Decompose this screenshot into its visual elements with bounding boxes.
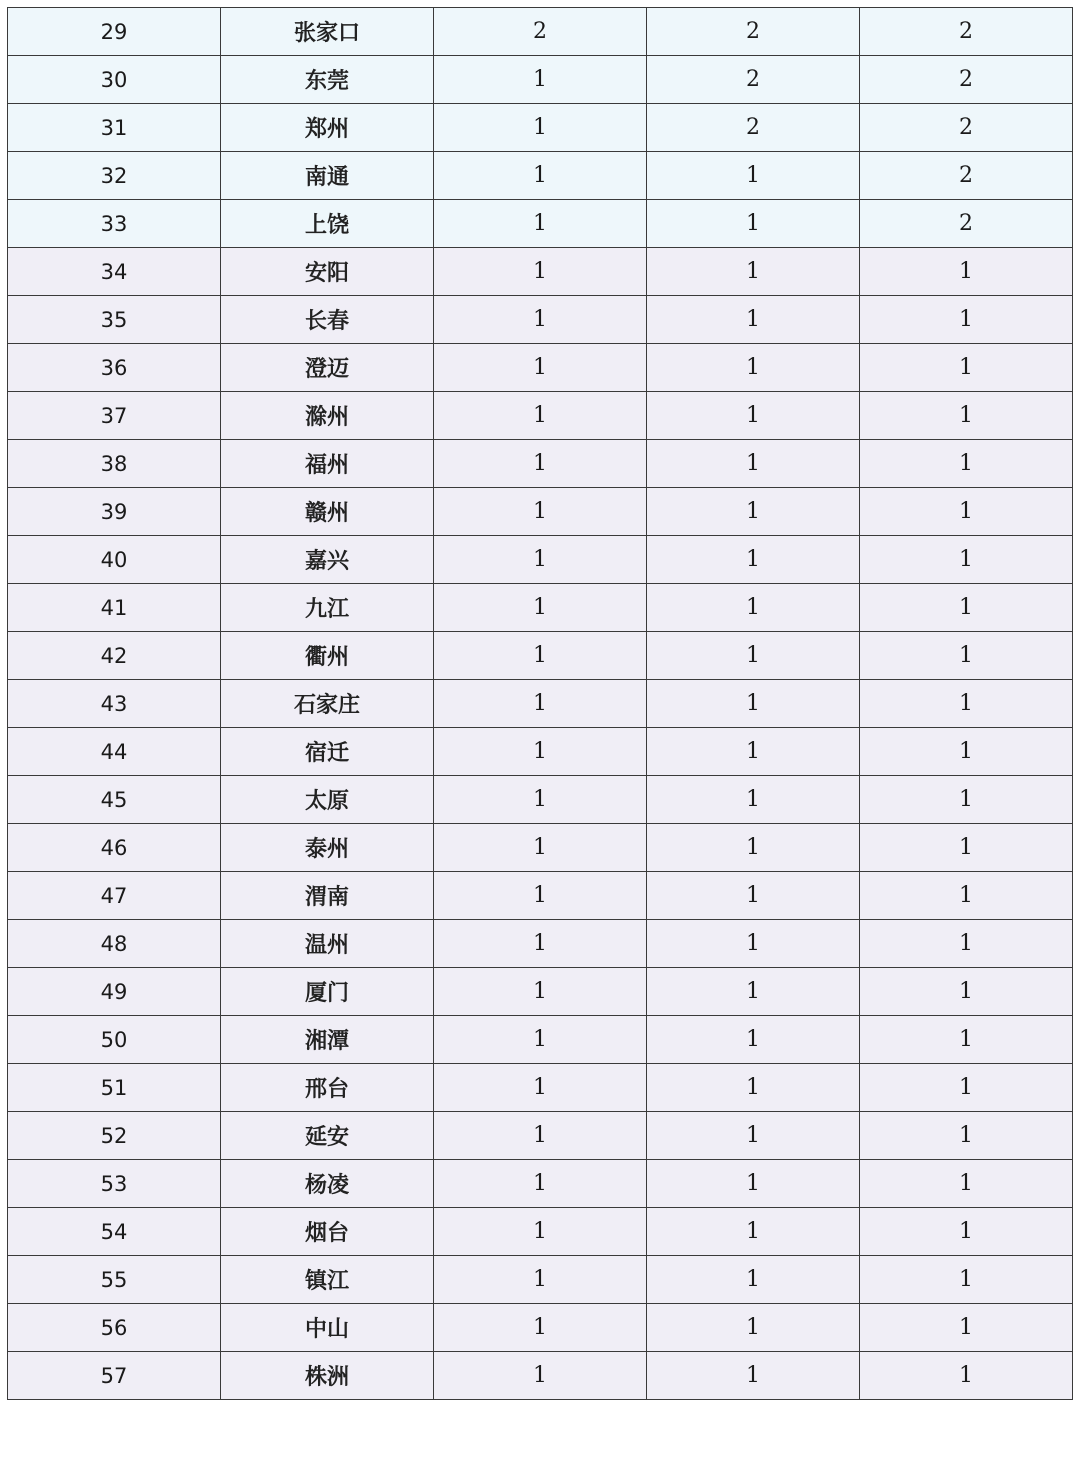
rank-cell: 29 <box>8 8 221 56</box>
rank-cell: 33 <box>8 200 221 248</box>
value-cell-2: 2 <box>647 104 860 152</box>
rank-cell: 38 <box>8 440 221 488</box>
city-cell: 渭南 <box>221 872 434 920</box>
rank-cell: 48 <box>8 920 221 968</box>
value-cell-1: 1 <box>434 680 647 728</box>
rank-cell: 57 <box>8 1352 221 1400</box>
value-cell-2: 1 <box>647 680 860 728</box>
value-cell-1: 1 <box>434 968 647 1016</box>
value-cell-2: 1 <box>647 1304 860 1352</box>
value-cell-2: 1 <box>647 488 860 536</box>
value-cell-2: 1 <box>647 248 860 296</box>
value-cell-2: 1 <box>647 536 860 584</box>
value-cell-1: 1 <box>434 1112 647 1160</box>
value-cell-3: 1 <box>860 776 1073 824</box>
value-cell-1: 1 <box>434 1208 647 1256</box>
table-row <box>8 392 1073 440</box>
value-cell-3: 2 <box>860 56 1073 104</box>
value-cell-1: 1 <box>434 392 647 440</box>
value-cell-1: 1 <box>434 152 647 200</box>
value-cell-2: 1 <box>647 296 860 344</box>
rank-cell: 39 <box>8 488 221 536</box>
rank-cell: 47 <box>8 872 221 920</box>
value-cell-2: 2 <box>647 56 860 104</box>
rank-cell: 34 <box>8 248 221 296</box>
value-cell-1: 1 <box>434 248 647 296</box>
value-cell-2: 1 <box>647 1256 860 1304</box>
rank-cell: 46 <box>8 824 221 872</box>
value-cell-1: 1 <box>434 1016 647 1064</box>
value-cell-1: 1 <box>434 1304 647 1352</box>
city-cell: 滁州 <box>221 392 434 440</box>
value-cell-1: 1 <box>434 632 647 680</box>
table-row <box>8 1160 1073 1208</box>
city-cell: 邢台 <box>221 1064 434 1112</box>
table-row <box>8 440 1073 488</box>
value-cell-3: 1 <box>860 1304 1073 1352</box>
table-row <box>8 632 1073 680</box>
value-cell-3: 1 <box>860 1064 1073 1112</box>
city-cell: 澄迈 <box>221 344 434 392</box>
value-cell-3: 1 <box>860 1208 1073 1256</box>
rank-cell: 36 <box>8 344 221 392</box>
value-cell-2: 1 <box>647 200 860 248</box>
value-cell-1: 1 <box>434 488 647 536</box>
ranking-table-body <box>8 8 1073 1400</box>
table-row <box>8 872 1073 920</box>
city-cell: 张家口 <box>221 8 434 56</box>
rank-cell: 30 <box>8 56 221 104</box>
table-row <box>8 56 1073 104</box>
value-cell-2: 1 <box>647 728 860 776</box>
city-cell: 镇江 <box>221 1256 434 1304</box>
value-cell-1: 1 <box>434 536 647 584</box>
value-cell-3: 2 <box>860 200 1073 248</box>
city-cell: 烟台 <box>221 1208 434 1256</box>
value-cell-1: 1 <box>434 104 647 152</box>
city-cell: 厦门 <box>221 968 434 1016</box>
table-row <box>8 1112 1073 1160</box>
rank-cell: 51 <box>8 1064 221 1112</box>
value-cell-2: 1 <box>647 1160 860 1208</box>
value-cell-3: 1 <box>860 920 1073 968</box>
city-cell: 宿迁 <box>221 728 434 776</box>
value-cell-3: 1 <box>860 1160 1073 1208</box>
rank-cell: 54 <box>8 1208 221 1256</box>
value-cell-3: 1 <box>860 344 1073 392</box>
value-cell-3: 1 <box>860 440 1073 488</box>
value-cell-2: 1 <box>647 1208 860 1256</box>
value-cell-3: 1 <box>860 1352 1073 1400</box>
table-row <box>8 1208 1073 1256</box>
city-cell: 石家庄 <box>221 680 434 728</box>
table-row <box>8 776 1073 824</box>
value-cell-3: 2 <box>860 8 1073 56</box>
value-cell-1: 2 <box>434 8 647 56</box>
table-row <box>8 584 1073 632</box>
value-cell-2: 1 <box>647 1016 860 1064</box>
value-cell-3: 1 <box>860 536 1073 584</box>
value-cell-3: 1 <box>860 248 1073 296</box>
rank-cell: 53 <box>8 1160 221 1208</box>
ranking-table <box>7 7 1073 1400</box>
value-cell-3: 2 <box>860 104 1073 152</box>
rank-cell: 32 <box>8 152 221 200</box>
value-cell-2: 1 <box>647 440 860 488</box>
value-cell-3: 1 <box>860 584 1073 632</box>
table-row <box>8 152 1073 200</box>
value-cell-2: 1 <box>647 872 860 920</box>
city-cell: 赣州 <box>221 488 434 536</box>
value-cell-1: 1 <box>434 872 647 920</box>
rank-cell: 41 <box>8 584 221 632</box>
value-cell-2: 1 <box>647 344 860 392</box>
value-cell-3: 1 <box>860 296 1073 344</box>
city-cell: 衢州 <box>221 632 434 680</box>
value-cell-1: 1 <box>434 344 647 392</box>
value-cell-2: 1 <box>647 584 860 632</box>
value-cell-3: 1 <box>860 1016 1073 1064</box>
value-cell-1: 1 <box>434 1064 647 1112</box>
city-cell: 株洲 <box>221 1352 434 1400</box>
table-row <box>8 1016 1073 1064</box>
value-cell-3: 1 <box>860 680 1073 728</box>
rank-cell: 43 <box>8 680 221 728</box>
rank-cell: 40 <box>8 536 221 584</box>
rank-cell: 56 <box>8 1304 221 1352</box>
value-cell-3: 1 <box>860 968 1073 1016</box>
value-cell-1: 1 <box>434 296 647 344</box>
table-row <box>8 1064 1073 1112</box>
rank-cell: 45 <box>8 776 221 824</box>
value-cell-1: 1 <box>434 1256 647 1304</box>
table-row <box>8 728 1073 776</box>
value-cell-3: 1 <box>860 1112 1073 1160</box>
city-cell: 泰州 <box>221 824 434 872</box>
city-cell: 南通 <box>221 152 434 200</box>
city-cell: 嘉兴 <box>221 536 434 584</box>
value-cell-3: 1 <box>860 1256 1073 1304</box>
table-row <box>8 296 1073 344</box>
value-cell-2: 1 <box>647 776 860 824</box>
rank-cell: 37 <box>8 392 221 440</box>
rank-cell: 55 <box>8 1256 221 1304</box>
value-cell-3: 2 <box>860 152 1073 200</box>
city-cell: 太原 <box>221 776 434 824</box>
table-row <box>8 8 1073 56</box>
value-cell-3: 1 <box>860 392 1073 440</box>
value-cell-2: 1 <box>647 1352 860 1400</box>
ranking-table-container <box>7 7 1072 1400</box>
table-row <box>8 488 1073 536</box>
table-row <box>8 344 1073 392</box>
value-cell-2: 1 <box>647 968 860 1016</box>
value-cell-3: 1 <box>860 488 1073 536</box>
value-cell-1: 1 <box>434 776 647 824</box>
city-cell: 郑州 <box>221 104 434 152</box>
table-row <box>8 1256 1073 1304</box>
city-cell: 湘潭 <box>221 1016 434 1064</box>
value-cell-2: 1 <box>647 920 860 968</box>
value-cell-1: 1 <box>434 584 647 632</box>
value-cell-1: 1 <box>434 200 647 248</box>
table-row <box>8 536 1073 584</box>
city-cell: 福州 <box>221 440 434 488</box>
city-cell: 温州 <box>221 920 434 968</box>
rank-cell: 49 <box>8 968 221 1016</box>
value-cell-3: 1 <box>860 728 1073 776</box>
value-cell-1: 1 <box>434 920 647 968</box>
value-cell-3: 1 <box>860 632 1073 680</box>
city-cell: 上饶 <box>221 200 434 248</box>
value-cell-2: 1 <box>647 152 860 200</box>
value-cell-3: 1 <box>860 872 1073 920</box>
table-row <box>8 968 1073 1016</box>
value-cell-2: 2 <box>647 8 860 56</box>
table-row <box>8 680 1073 728</box>
value-cell-1: 1 <box>434 440 647 488</box>
table-row <box>8 200 1073 248</box>
city-cell: 中山 <box>221 1304 434 1352</box>
value-cell-1: 1 <box>434 728 647 776</box>
value-cell-3: 1 <box>860 824 1073 872</box>
city-cell: 长春 <box>221 296 434 344</box>
table-row <box>8 248 1073 296</box>
city-cell: 九江 <box>221 584 434 632</box>
rank-cell: 44 <box>8 728 221 776</box>
table-row <box>8 104 1073 152</box>
table-row <box>8 1304 1073 1352</box>
value-cell-2: 1 <box>647 824 860 872</box>
rank-cell: 35 <box>8 296 221 344</box>
value-cell-2: 1 <box>647 392 860 440</box>
city-cell: 延安 <box>221 1112 434 1160</box>
value-cell-1: 1 <box>434 56 647 104</box>
value-cell-2: 1 <box>647 1064 860 1112</box>
table-row <box>8 1352 1073 1400</box>
city-cell: 安阳 <box>221 248 434 296</box>
value-cell-1: 1 <box>434 824 647 872</box>
city-cell: 杨凌 <box>221 1160 434 1208</box>
value-cell-2: 1 <box>647 1112 860 1160</box>
value-cell-1: 1 <box>434 1352 647 1400</box>
table-row <box>8 920 1073 968</box>
rank-cell: 50 <box>8 1016 221 1064</box>
rank-cell: 31 <box>8 104 221 152</box>
value-cell-1: 1 <box>434 1160 647 1208</box>
rank-cell: 42 <box>8 632 221 680</box>
rank-cell: 52 <box>8 1112 221 1160</box>
table-row <box>8 824 1073 872</box>
value-cell-2: 1 <box>647 632 860 680</box>
city-cell: 东莞 <box>221 56 434 104</box>
